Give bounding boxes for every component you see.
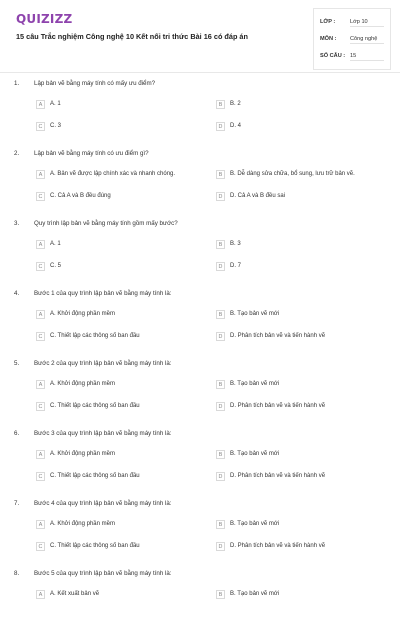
question-6 — [0, 430, 400, 494]
option-letter-box: D — [216, 402, 225, 411]
option-text: C. 3 — [50, 123, 62, 129]
info-value: Công nghệ — [350, 36, 384, 44]
worksheet-header — [0, 0, 400, 72]
option-letter-box: A — [36, 590, 45, 599]
option-text: B. Tạo bản vẽ mới — [230, 521, 280, 527]
question-number: 8. — [14, 570, 20, 577]
option-letter-box: B — [216, 450, 225, 459]
question-number: 3. — [14, 220, 20, 227]
question-text: Bước 3 của quy trình lập bản vẽ bằng máy tính là: — [34, 430, 172, 437]
info-value: 15 — [350, 53, 384, 61]
option-text: D. Phân tích bản vẽ và tiến hành vẽ — [230, 403, 326, 409]
question-number: 7. — [14, 500, 20, 507]
question-number: 5. — [14, 360, 20, 367]
worksheet-title: 15 câu Trắc nghiệm Công nghệ 10 Kết nối tri thức Bài 16 có đáp án — [16, 32, 248, 41]
question-5 — [0, 360, 400, 424]
info-row-count — [320, 53, 384, 61]
option-letter-box: D — [216, 472, 225, 481]
option-text: D. Phân tích bản vẽ và tiến hành vẽ — [230, 543, 326, 549]
option-text: A. 1 — [50, 101, 61, 107]
question-8 — [0, 570, 400, 634]
option-text: B. Tạo bản vẽ mới — [230, 381, 280, 387]
option-letter-box: B — [216, 520, 225, 529]
option-letter-box: A — [36, 380, 45, 389]
option-letter-box: A — [36, 520, 45, 529]
option-letter-box: C — [36, 542, 45, 551]
option-letter-box: B — [216, 590, 225, 599]
option-letter-box: C — [36, 122, 45, 131]
option-text: D. Cả A và B đều sai — [230, 193, 286, 199]
question-2 — [0, 150, 400, 214]
option-text: D. Phân tích bản vẽ và tiến hành vẽ — [230, 473, 326, 479]
option-letter-box: B — [216, 170, 225, 179]
question-text: Bước 4 của quy trình lập bản vẽ bằng máy tính là: — [34, 500, 172, 507]
option-letter-box: B — [216, 240, 225, 249]
option-letter-box: B — [216, 100, 225, 109]
option-text: B. Tạo bản vẽ mới — [230, 591, 280, 597]
option-text: A. Kết xuất bản vẽ — [50, 591, 100, 597]
option-text: C. Cả A và B đều đúng — [50, 193, 111, 199]
info-row-class — [320, 19, 384, 27]
info-row-subject — [320, 36, 384, 44]
question-7 — [0, 500, 400, 564]
question-number: 1. — [14, 80, 20, 87]
option-letter-box: C — [36, 472, 45, 481]
question-text: Quy trình lập bản vẽ bằng máy tính gồm mấy bước? — [34, 220, 178, 227]
option-text: B. Tạo bản vẽ mới — [230, 311, 280, 317]
option-letter-box: C — [36, 402, 45, 411]
option-text: C. Thiết lập các thông số ban đầu — [50, 543, 140, 549]
info-label: MÔN : — [320, 36, 337, 42]
question-number: 4. — [14, 290, 20, 297]
option-text: C. 5 — [50, 263, 62, 269]
option-letter-box: D — [216, 542, 225, 551]
quizizz-logo: QUIZIZZ — [16, 12, 73, 26]
option-letter-box: B — [216, 310, 225, 319]
option-text: B. 2 — [230, 101, 241, 107]
option-text: A. 1 — [50, 241, 61, 247]
option-text: B. 3 — [230, 241, 241, 247]
option-letter-box: C — [36, 192, 45, 201]
question-4 — [0, 290, 400, 354]
question-1 — [0, 80, 400, 144]
option-letter-box: A — [36, 100, 45, 109]
option-text: B. Tạo bản vẽ mới — [230, 451, 280, 457]
option-text: D. 7 — [230, 263, 242, 269]
option-letter-box: C — [36, 262, 45, 271]
option-letter-box: A — [36, 450, 45, 459]
option-letter-box: A — [36, 310, 45, 319]
question-number: 2. — [14, 150, 20, 157]
option-text: D. Phân tích bản vẽ và tiến hành vẽ — [230, 333, 326, 339]
info-label: SỐ CÂU : — [320, 53, 346, 59]
header-divider — [0, 72, 400, 73]
option-letter-box: B — [216, 380, 225, 389]
option-text: C. Thiết lập các thông số ban đầu — [50, 333, 140, 339]
info-value: Lớp 10 — [350, 19, 384, 27]
info-label: LỚP : — [320, 19, 336, 25]
option-text: A. Khởi động phần mềm — [50, 311, 115, 317]
question-text: Bước 5 của quy trình lập bản vẽ bằng máy tính là: — [34, 570, 172, 577]
option-letter-box: C — [36, 332, 45, 341]
question-text: Bước 1 của quy trình lập bản vẽ bằng máy tính là: — [34, 290, 172, 297]
option-text: A. Khởi động phần mềm — [50, 381, 115, 387]
worksheet-info-box — [313, 8, 391, 70]
option-text: C. Thiết lập các thông số ban đầu — [50, 473, 140, 479]
option-text: D. 4 — [230, 123, 242, 129]
option-letter-box: D — [216, 262, 225, 271]
option-letter-box: A — [36, 170, 45, 179]
option-text: A. Khởi động phần mềm — [50, 451, 115, 457]
option-text: A. Khởi động phần mềm — [50, 521, 115, 527]
question-text: Lập bản vẽ bằng máy tính có mấy ưu điểm? — [34, 80, 156, 87]
option-text: A. Bản vẽ được lập chính xác và nhanh chóng. — [50, 171, 176, 177]
option-text: C. Thiết lập các thông số ban đầu — [50, 403, 140, 409]
option-letter-box: A — [36, 240, 45, 249]
option-text: B. Dễ dàng sửa chữa, bổ sung, lưu trữ bản vẽ. — [230, 171, 355, 177]
option-letter-box: D — [216, 192, 225, 201]
question-text: Lập bản vẽ bằng máy tính có ưu điểm gì? — [34, 150, 149, 157]
option-letter-box: D — [216, 332, 225, 341]
question-number: 6. — [14, 430, 20, 437]
question-3 — [0, 220, 400, 284]
option-letter-box: D — [216, 122, 225, 131]
question-text: Bước 2 của quy trình lập bản vẽ bằng máy tính là: — [34, 360, 172, 367]
